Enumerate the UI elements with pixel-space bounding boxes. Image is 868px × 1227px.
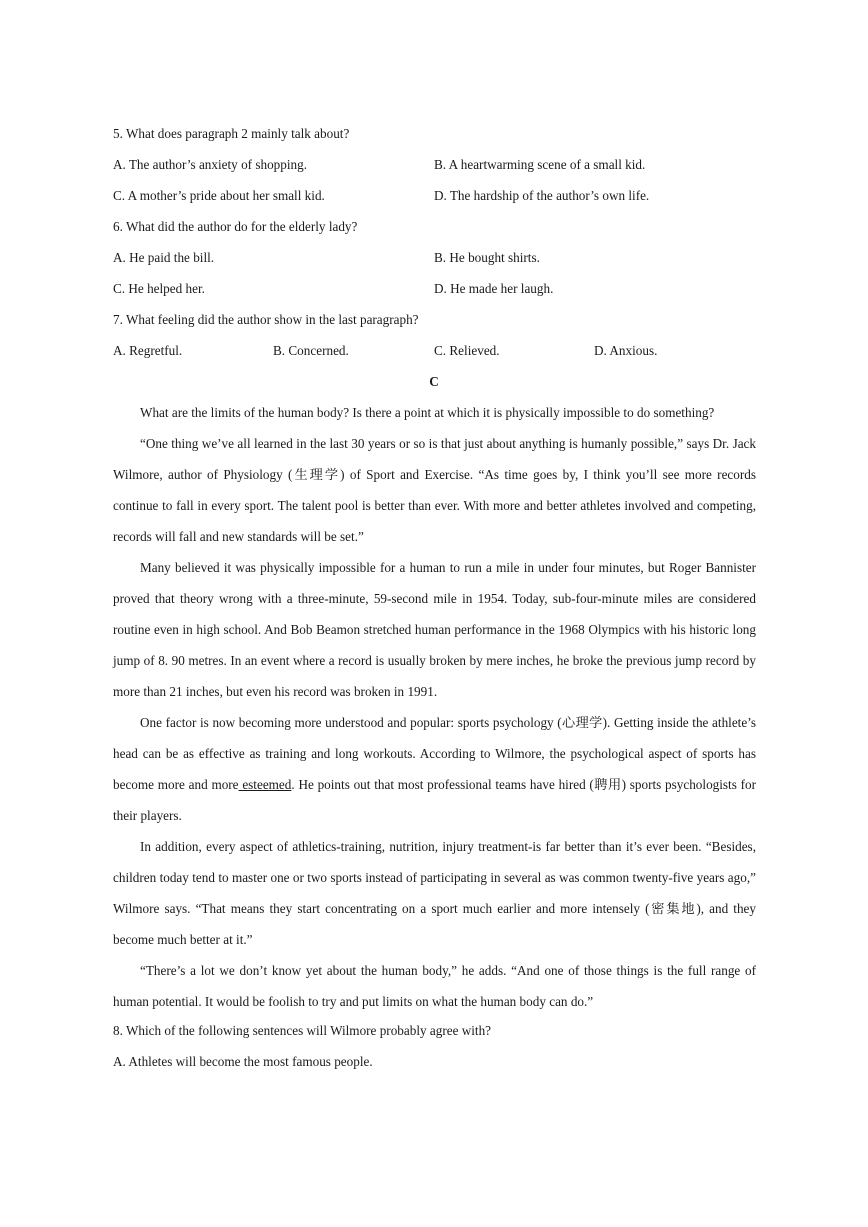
question-5: 5. What does paragraph 2 mainly talk about? [113,126,350,141]
q6-option-a: A. He paid the bill. [113,250,215,265]
q5-option-c: C. A mother’s pride about her small kid. [113,188,325,203]
q7-option-c: C. Relieved. [434,343,500,358]
paragraph-4-text-end: . He points out that most professional teams have hired (聘用) sports psychologists for their players. [113,777,756,823]
passage-paragraph-2: “One thing we’ve all learned in the last 30 years or so is that just about anything is humanly possible,” says Dr. Jack Wilmore, author of Physiology (生理学) of Sport and Exercise. “As time goes by, I think you’ll see more records continue to fall in every sport. The talent pool is better than ever. With more and better athletes involved and competing, records will fall and new standards will be set.” [113,436,756,544]
question-8: 8. Which of the following sentences will Wilmore probably agree with? [113,1023,492,1038]
passage [113,397,756,1017]
passage-paragraph-3: Many believed it was physically impossible for a human to run a mile in under four minutes, but Roger Bannister proved that theory wrong with a three-minute, 59-second mile in 1954. Today, sub-four-minute miles are considered routine even in high school. And Bob Beamon stretched human performance in the 1968 Olympics with his historic long jump of 8. 90 metres. In an event where a record is usually broken by mere inches, he broke the previous jump record by more than 21 inches, but even his record was broken in 1991. [113,560,756,699]
q5-option-b: B. A heartwarming scene of a small kid. [434,157,646,172]
q5-option-a: A. The author’s anxiety of shopping. [113,157,308,172]
passage-paragraph-5: In addition, every aspect of athletics-training, nutrition, injury treatment-is far better than it’s ever been. “Besides, children today tend to master one or two sports instead of participating in several as was common twenty-five years ago,” Wilmore says. “That means they start concentrating on a sport much earlier and more intensely (密集地), and they become much better at it.” [113,839,756,947]
passage-paragraph-1: What are the limits of the human body? Is there a point at which it is physically impossible to do something? [140,405,715,420]
q7-option-a: A. Regretful. [113,343,183,358]
q6-option-c: C. He helped her. [113,281,205,296]
q8-option-a: A. Athletes will become the most famous people. [113,1054,373,1069]
section-heading: C [429,374,439,389]
q7-option-d: D. Anxious. [594,343,658,358]
paragraph-4-text-start: One factor is now becoming more understood and popular: sports psychology (心理学). Getting inside the athlete’s head can be as effective as training and long workouts. According to Wilmore, the psychological aspect of sports has become more and more [113,715,756,792]
q6-option-d: D. He made her laugh. [434,281,554,296]
passage-paragraph-6: “There’s a lot we don’t know yet about the human body,” he adds. “And one of those things is the full range of human potential. It would be foolish to try and put limits on what the human body can do.” [113,963,756,1009]
q5-option-d: D. The hardship of the author’s own life. [434,188,650,203]
q7-option-b: B. Concerned. [273,343,349,358]
underlined-word-esteemed: esteemed [238,777,292,792]
question-7: 7. What feeling did the author show in the last paragraph? [113,312,419,327]
passage-paragraph-4 [113,707,756,831]
q6-option-b: B. He bought shirts. [434,250,540,265]
question-6: 6. What did the author do for the elderly lady? [113,219,358,234]
